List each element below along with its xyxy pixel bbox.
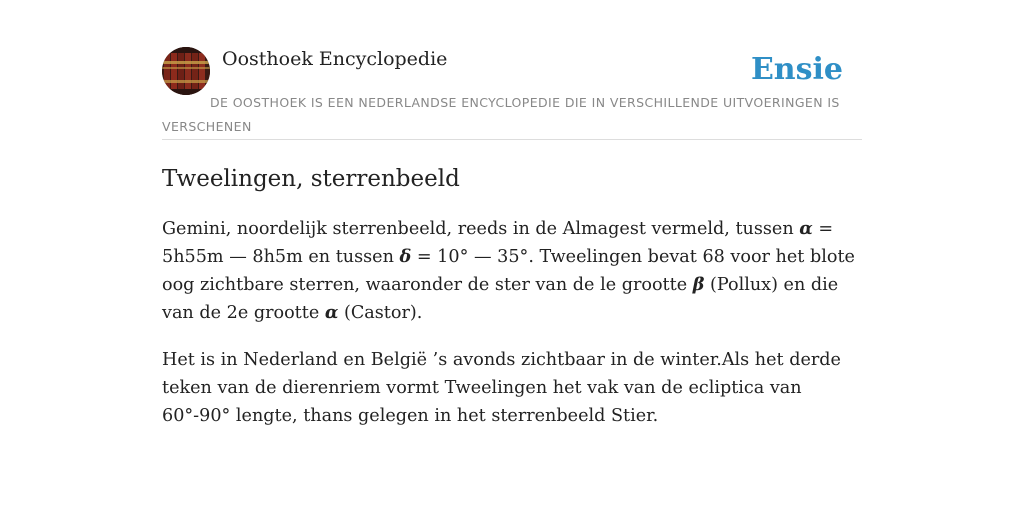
page-container [162, 46, 862, 430]
site-name-link[interactable]: Oosthoek Encyclopedie [222, 48, 448, 70]
delta-symbol: δ [399, 246, 412, 267]
text-segment: (Castor). [338, 303, 423, 323]
brand-logo-link[interactable]: Ensie [750, 52, 843, 87]
text-segment: Gemini, noordelijk sterrenbeeld, reeds in de Almagest vermeld, tussen [162, 219, 800, 239]
alpha-symbol: α [799, 218, 813, 239]
avatar[interactable] [162, 47, 210, 95]
text-segment: = 10° — 35°. Tweelingen bevat 68 voor het blote oog zichtbare sterren, waaronder de ster van de le grootte [162, 247, 855, 295]
site-tagline: DE OOSTHOEK IS EEN NEDERLANDSE ENCYCLOPEDIE DIE IN VERSCHILLENDE UITVOERINGEN IS VERSCHENEN [162, 95, 840, 134]
books-icon [162, 47, 210, 95]
article-paragraph-1 [162, 215, 867, 327]
beta-symbol: β [692, 274, 705, 295]
site-header [162, 46, 862, 140]
article-paragraph-2: Het is in Nederland en België ’s avonds zichtbaar in de winter.Als het derde teken van de dierenriem vormt Tweelingen het vak van de ecliptica van 60°-90° lengte, thans gelegen in het sterrenbeeld Stier. [162, 350, 841, 426]
article-title: Tweelingen, sterrenbeeld [162, 166, 460, 192]
text-segment: = 5h55m — 8h5m en tussen [162, 219, 834, 267]
text-segment: (Pollux) en die van de 2e grootte [162, 275, 839, 323]
alpha-symbol: α [324, 302, 339, 323]
